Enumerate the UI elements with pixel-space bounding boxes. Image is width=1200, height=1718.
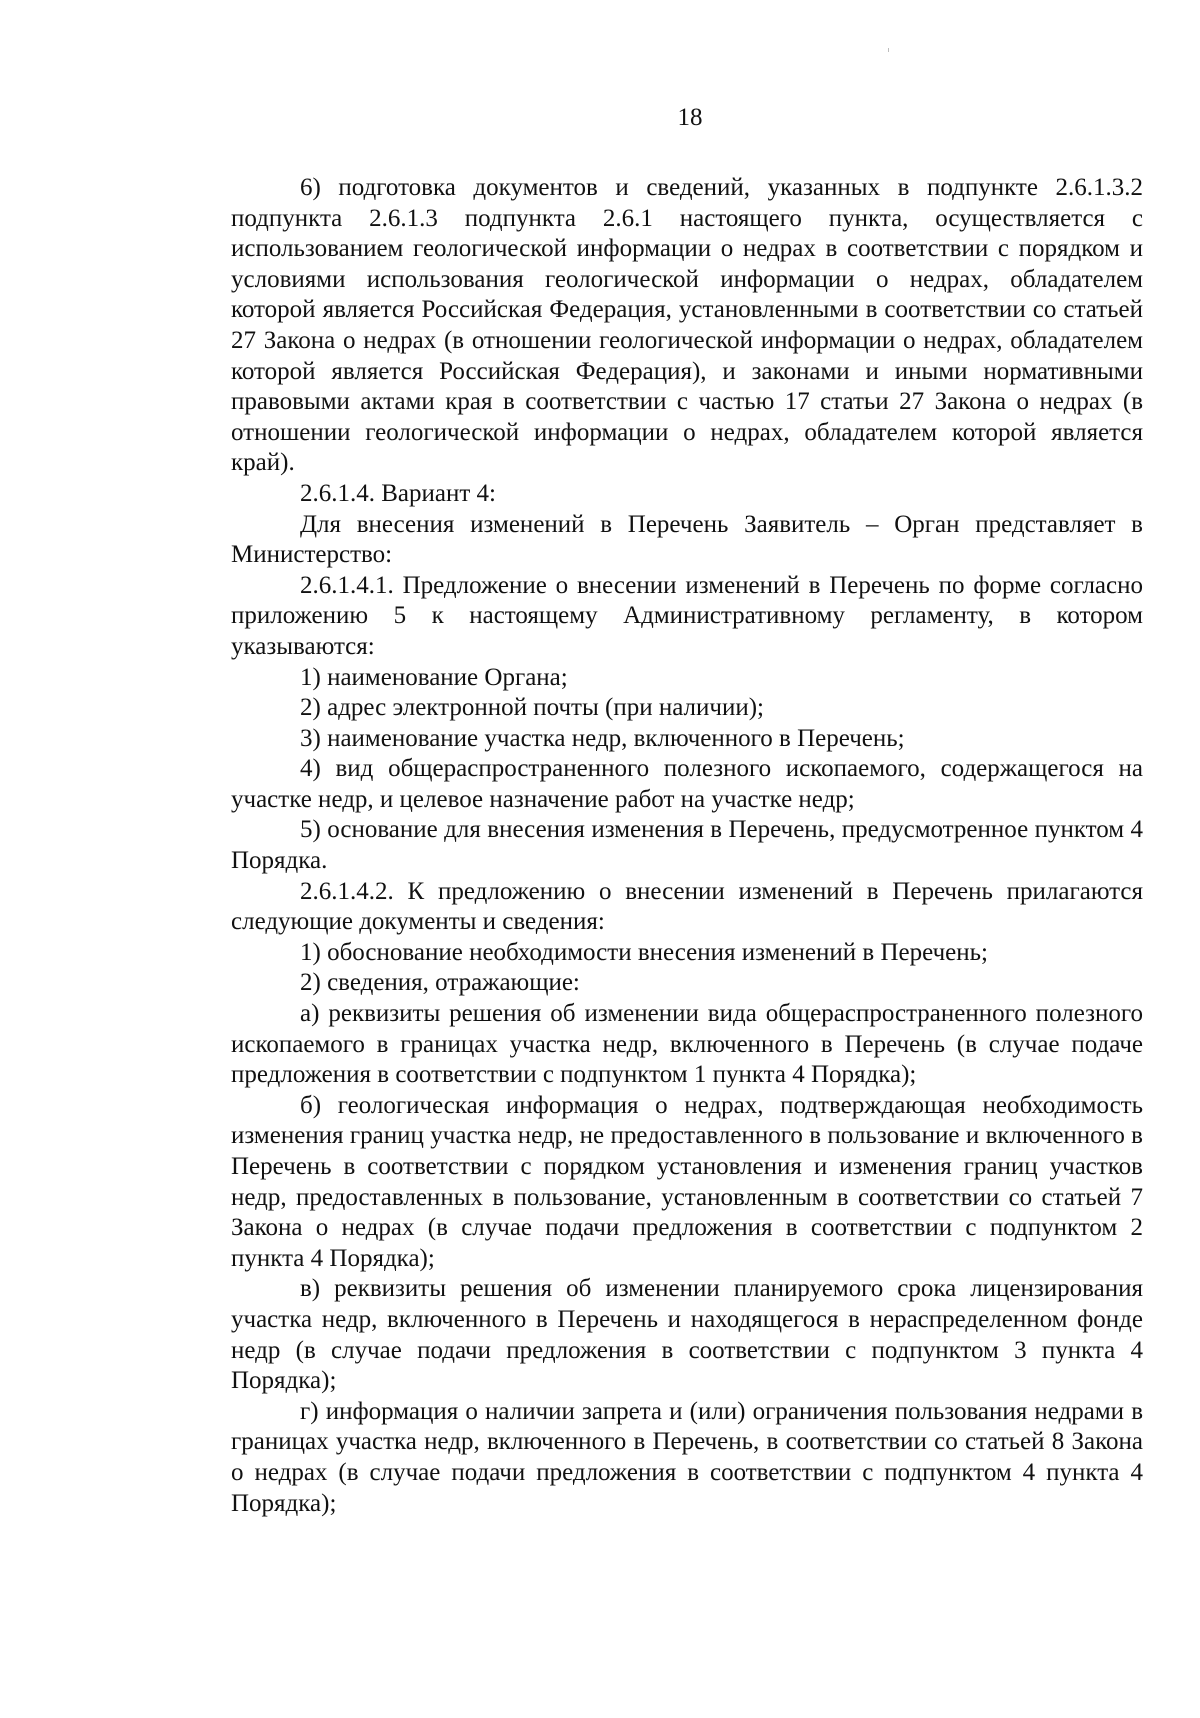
list-item: 4) вид общераспространенного полезного ископаемого, содержащегося на участке недр, и целевое назначение работ на участке недр; — [231, 755, 1143, 813]
paragraph-section-2-6-1-4-2: 2.6.1.4.2. К предложению о внесении изменений в Перечень прилагаются следующие документы и сведения: — [231, 877, 1143, 936]
page-number: 18 — [677, 104, 703, 131]
list-item: 1) обоснование необходимости внесения изменений в Перечень; — [300, 938, 988, 966]
paragraph-item-6-geological-info: 6) подготовка документов и сведений, указанных в подпункте 2.6.1.3.2 подпункта 2.6.1.3 подпункта 2.6.1 настоящего пункта, осуществляется с использованием геологической информации о недрах в соответствии с порядком и условиями использования геологической информации о недрах, обладателем которой является Российская Федерация, установленными в соответствии со статьей 27 Закона о недрах (в отношении геологической информации о недрах, обладателем которой является Российская Федерация), и законами и иными нормативными правовыми актами края в соответствии с частью 17 статьи 27 Закона о недрах (в отношении геологической информации о недрах, обладателем которой является край). — [231, 174, 1143, 477]
sub-list-item: в) реквизиты решения об изменении планируемого срока лицензирования участка недр, включенного в Перечень и находящегося в нераспределенном фонде недр (в случае подачи предложения в соответствии с подпунктом 3 пункта 4 Порядка); — [231, 1275, 1143, 1395]
paragraph-applicant-submits: Для внесения изменений в Перечень Заявитель – Орган представляет в Министерство: — [231, 510, 1143, 569]
list-item: 1) наименование Органа; — [300, 663, 568, 691]
list-item: 2) сведения, отражающие: — [300, 969, 580, 997]
list-item: 3) наименование участка недр, включенного в Перечень; — [300, 724, 905, 752]
list-item: 2) адрес электронной почты (при наличии); — [300, 694, 765, 722]
paragraph-section-2-6-1-4-1: 2.6.1.4.1. Предложение о внесении изменений в Перечень по форме согласно приложению 5 к настоящему Административному регламенту, в котором указываются: — [231, 571, 1143, 660]
list-item: 5) основание для внесения изменения в Перечень, предусмотренное пунктом 4 Порядка. — [231, 816, 1143, 875]
sub-list-item: б) геологическая информация о недрах, подтверждающая необходимость изменения границ участка недр, не предоставленного в пользование и включенного в Перечень в соответствии с порядком установления и изменения границ участков недр, предоставленных в пользование, установленным в соответствии со статьей 7 Закона о недрах (в случае подачи предложения в соответствии с подпунктом 2 пункта 4 Порядка); — [231, 1091, 1143, 1272]
sub-list-item: г) информация о наличии запрета и (или) ограничения пользования недрами в границах участка недр, включенного в Перечень, в соответствии со статьей 8 Закона о недрах (в случае подачи предложения в соответствии с подпунктом 4 пункта 4 Порядка); — [231, 1397, 1143, 1517]
sub-list-item: а) реквизиты решения об изменении вида общераспространенного полезного ископаемого в границах участка недр, включенного в Перечень (в случае подаче предложения в соответствии с подпунктом 1 пункта 4 Порядка); — [231, 1000, 1143, 1089]
paragraph-section-2-6-1-4: 2.6.1.4. Вариант 4: — [300, 479, 496, 507]
document-body — [231, 173, 1143, 1519]
scan-artifact — [888, 48, 889, 52]
